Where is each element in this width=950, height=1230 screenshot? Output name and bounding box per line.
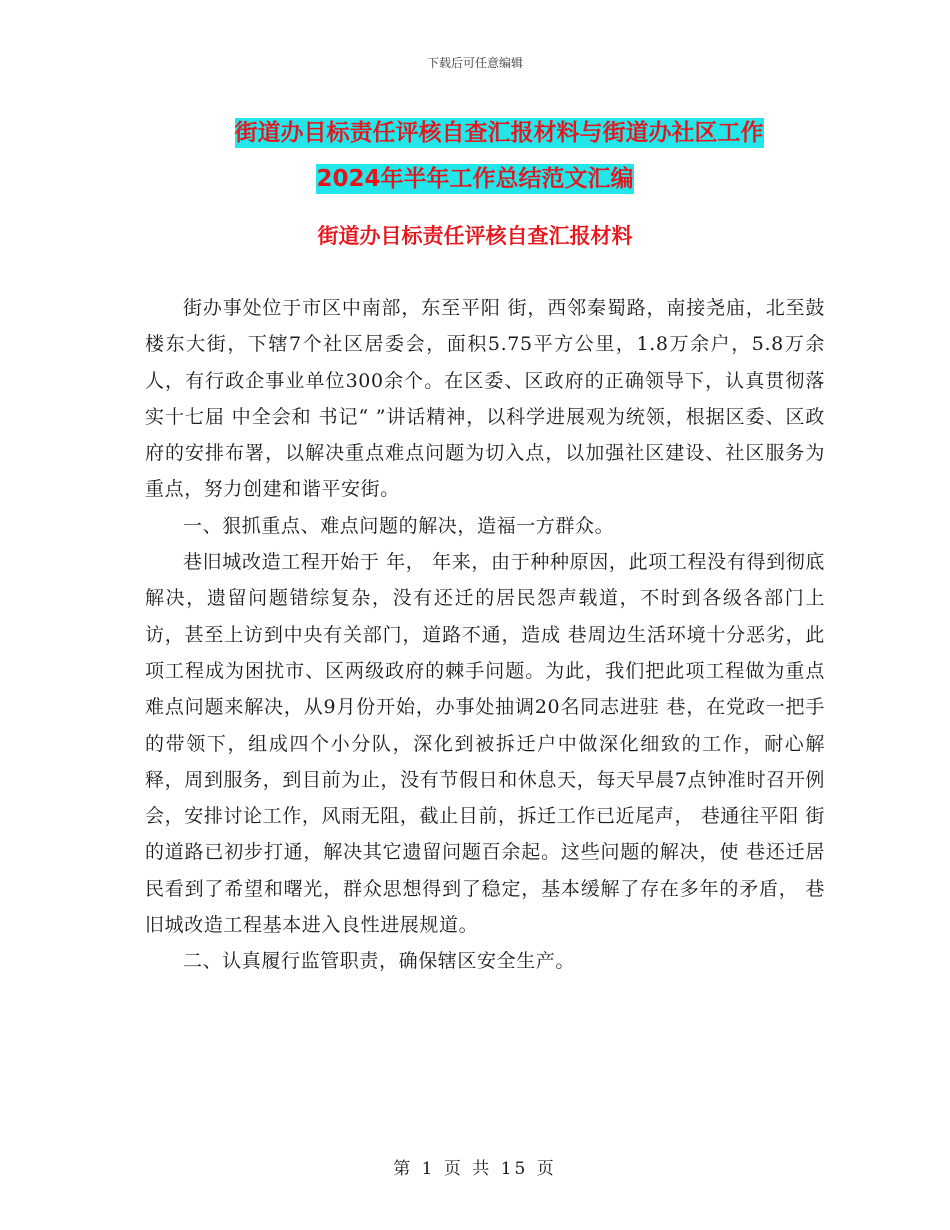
paragraph-intro: 街办事处位于市区中南部，东至平阳 街，西邻秦蜀路，南接尧庙，北至鼓楼东大街，下辖7个社区居委会，面积5.75平方公里，1.8万余户，5.8万余人，有行政企事业单位300余个。在区委、区政府的正确领导下，认真贯彻落实十七届 中全会和 书记“ ”讲话精神，以科学进展观为统领，根据区委、区政府的安排布署，以解决重点难点问题为切入点，以加强社区建设、社区服务为重点，努力创建和谐平安街。 [145,297,825,501]
section-title: 街道办目标责任评核自查汇报材料 [317,224,633,248]
paragraph-renovation: 巷旧城改造工程开始于 年， 年来，由于种种原因，此项工程没有得到彻底解决，遗留问题错综复杂，没有还迁的居民怨声载道，不时到各级各部门上访，甚至上访到中央有关部门，道路不通，造成 巷周边生活环境十分恶劣，此项工程成为困扰市、区两级政府的棘手问题。为此，我们把此项工程做为重点难点问题来解决，从9月份开始，办事处抽调20名同志进驻 巷，在党政一把手的带领下，组成四个小分队，深化到被拆迁户中做深化细致的工作，耐心解释，周到服务，到目前为止，没有节假日和休息天，每天早晨7点钟准时召开例会，安排讨论工作，风雨无阻，截止目前，拆迁工作已近尾声， 巷通往平阳 街的道路已初步打通，解决其它遗留问题百余起。这些问题的解决，使 巷还迁居民看到了希望和曙光，群众思想得到了稳定，基本缓解了存在多年的矛盾， 巷旧城改造工程基本进入良性进展规道。 [145,551,825,937]
document-title [0,110,950,202]
paragraph-heading-2: 二、认真履行监管职责，确保辖区安全生产。 [183,950,576,973]
page-number: 第 1 页 共 15 页 [393,1159,557,1179]
document-title-line1: 街道办目标责任评核自查汇报材料与街道办社区工作 [234,120,764,146]
body-content [145,290,825,980]
paragraph-heading-1: 一、狠抓重点、难点问题的解决，造福一方群众。 [183,514,615,537]
document-title-line2: 2024年半年工作总结范文汇编 [316,166,634,192]
header-note: 下载后可任意编辑 [426,56,523,70]
